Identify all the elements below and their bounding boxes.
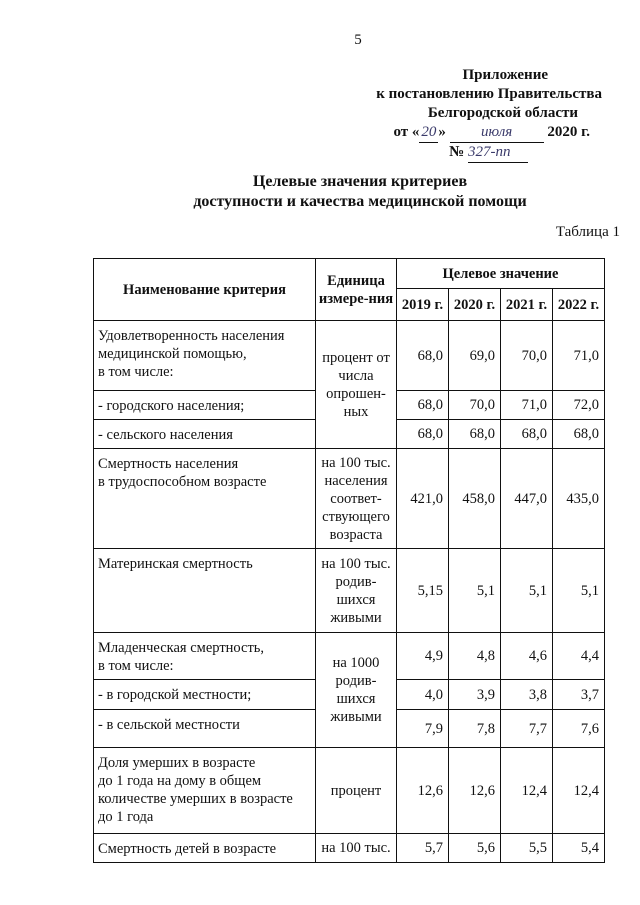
target-value-cell: 69,0 [449, 321, 501, 391]
unit-of-measure: процент [316, 748, 397, 834]
unit-of-measure: процент от числа опрошен-ных [316, 321, 397, 449]
criterion-name-line: Младенческая смертность, [98, 640, 265, 656]
annex-date-line [360, 123, 590, 143]
table-row [94, 834, 605, 863]
criteria-table [93, 258, 605, 863]
criterion-name [94, 834, 316, 863]
target-value-cell: 5,5 [501, 834, 553, 863]
criterion-name [94, 449, 316, 549]
criterion-name-line: Смертность детей в возрасте [98, 841, 277, 857]
target-value-cell: 12,6 [449, 748, 501, 834]
target-value-cell: 5,15 [397, 549, 449, 633]
target-value-cell: 12,6 [397, 748, 449, 834]
annex-block [360, 66, 620, 163]
target-value-cell: 447,0 [501, 449, 553, 549]
target-value-cell: 68,0 [397, 391, 449, 420]
criterion-name [94, 680, 316, 710]
criterion-name-line: медицинской помощью, [98, 346, 247, 362]
criterion-name [94, 710, 316, 748]
criterion-name [94, 633, 316, 680]
table-row [94, 633, 605, 680]
annex-line-region: Белгородской области [427, 105, 578, 121]
number-prefix: № [449, 144, 465, 160]
table-row [94, 321, 605, 391]
target-value-cell: 7,9 [397, 710, 449, 748]
target-value-cell: 68,0 [397, 420, 449, 449]
criterion-name [94, 391, 316, 420]
target-value-cell: 421,0 [397, 449, 449, 549]
target-value-cell: 68,0 [397, 321, 449, 391]
target-value-cell: 5,1 [501, 549, 553, 633]
unit-of-measure: на 100 тыс. родив-шихся живыми [316, 549, 397, 633]
target-value-cell: 4,8 [449, 633, 501, 680]
unit-of-measure: на 100 тыс. [316, 834, 397, 863]
target-value-cell: 5,4 [553, 834, 605, 863]
unit-of-measure: на 1000 родив-шихся живыми [316, 633, 397, 748]
target-value-cell: 458,0 [449, 449, 501, 549]
criterion-name-line: - сельского населения [98, 427, 233, 443]
criterion-name-line: в трудоспособном возрасте [98, 474, 267, 490]
target-value-cell: 70,0 [449, 391, 501, 420]
target-value-cell: 68,0 [501, 420, 553, 449]
criterion-name-line: до 1 года [98, 809, 154, 825]
criterion-name-line: - в сельской местности [98, 717, 240, 733]
heading-line-2: доступности и качества медицинской помощи [193, 193, 527, 210]
header-year: 2019 г. [397, 289, 449, 321]
page-number: 5 [354, 32, 362, 48]
target-value-cell: 71,0 [553, 321, 605, 391]
heading-line-1: Целевые значения критериев [252, 173, 468, 190]
criterion-name-line: Доля умерших в возрасте [98, 755, 256, 771]
annex-line-resolution: к постановлению Правительства [376, 86, 602, 102]
header-target-value: Целевое значение [397, 259, 605, 289]
table-row [94, 748, 605, 834]
date-day: 20 [419, 123, 438, 143]
target-value-cell: 7,7 [501, 710, 553, 748]
criterion-name-line: в том числе: [98, 364, 174, 380]
criterion-name [94, 420, 316, 449]
date-month: июля [450, 123, 544, 143]
document-heading [60, 172, 640, 212]
target-value-cell: 435,0 [553, 449, 605, 549]
document-number: 327-пп [468, 143, 528, 163]
table-row [94, 449, 605, 549]
header-criterion-name: Наименование критерия [94, 259, 316, 321]
target-value-cell: 12,4 [501, 748, 553, 834]
target-value-cell: 5,1 [553, 549, 605, 633]
target-value-cell: 4,4 [553, 633, 605, 680]
criterion-name-line: - городского населения; [98, 398, 245, 414]
criterion-name [94, 321, 316, 391]
date-prefix: от « [393, 124, 420, 140]
target-value-cell: 7,6 [553, 710, 605, 748]
target-value-cell: 5,6 [449, 834, 501, 863]
criterion-name [94, 748, 316, 834]
target-value-cell: 5,7 [397, 834, 449, 863]
target-value-cell: 3,7 [553, 680, 605, 710]
criterion-name-line: Материнская смертность [98, 556, 253, 572]
header-year: 2020 г. [449, 289, 501, 321]
target-value-cell: 4,6 [501, 633, 553, 680]
date-year: 2020 г. [547, 124, 590, 140]
criterion-name-line: Смертность населения [98, 456, 239, 472]
target-value-cell: 4,9 [397, 633, 449, 680]
criterion-name-line: в том числе: [98, 658, 174, 674]
target-value-cell: 3,9 [449, 680, 501, 710]
header-unit: Единица измере-ния [316, 259, 397, 321]
target-value-cell: 4,0 [397, 680, 449, 710]
criterion-name [94, 549, 316, 633]
criterion-name-line: количестве умерших в возрасте [98, 791, 293, 807]
target-value-cell: 12,4 [553, 748, 605, 834]
header-year: 2022 г. [553, 289, 605, 321]
date-close: » [438, 124, 446, 140]
target-value-cell: 7,8 [449, 710, 501, 748]
table-label: Таблица 1 [555, 224, 620, 240]
annex-title: Приложение [462, 67, 548, 83]
target-value-cell: 72,0 [553, 391, 605, 420]
target-value-cell: 5,1 [449, 549, 501, 633]
target-value-cell: 68,0 [553, 420, 605, 449]
criterion-name-line: Удовлетворенность населения [98, 328, 285, 344]
target-value-cell: 71,0 [501, 391, 553, 420]
header-year: 2021 г. [501, 289, 553, 321]
annex-number-line [360, 143, 528, 163]
target-value-cell: 70,0 [501, 321, 553, 391]
target-value-cell: 68,0 [449, 420, 501, 449]
criterion-name-line: - в городской местности; [98, 687, 252, 703]
criterion-name-line: до 1 года на дому в общем [98, 773, 262, 789]
table-row [94, 549, 605, 633]
unit-of-measure: на 100 тыс. населения соответ-ствующего возраста [316, 449, 397, 549]
target-value-cell: 3,8 [501, 680, 553, 710]
